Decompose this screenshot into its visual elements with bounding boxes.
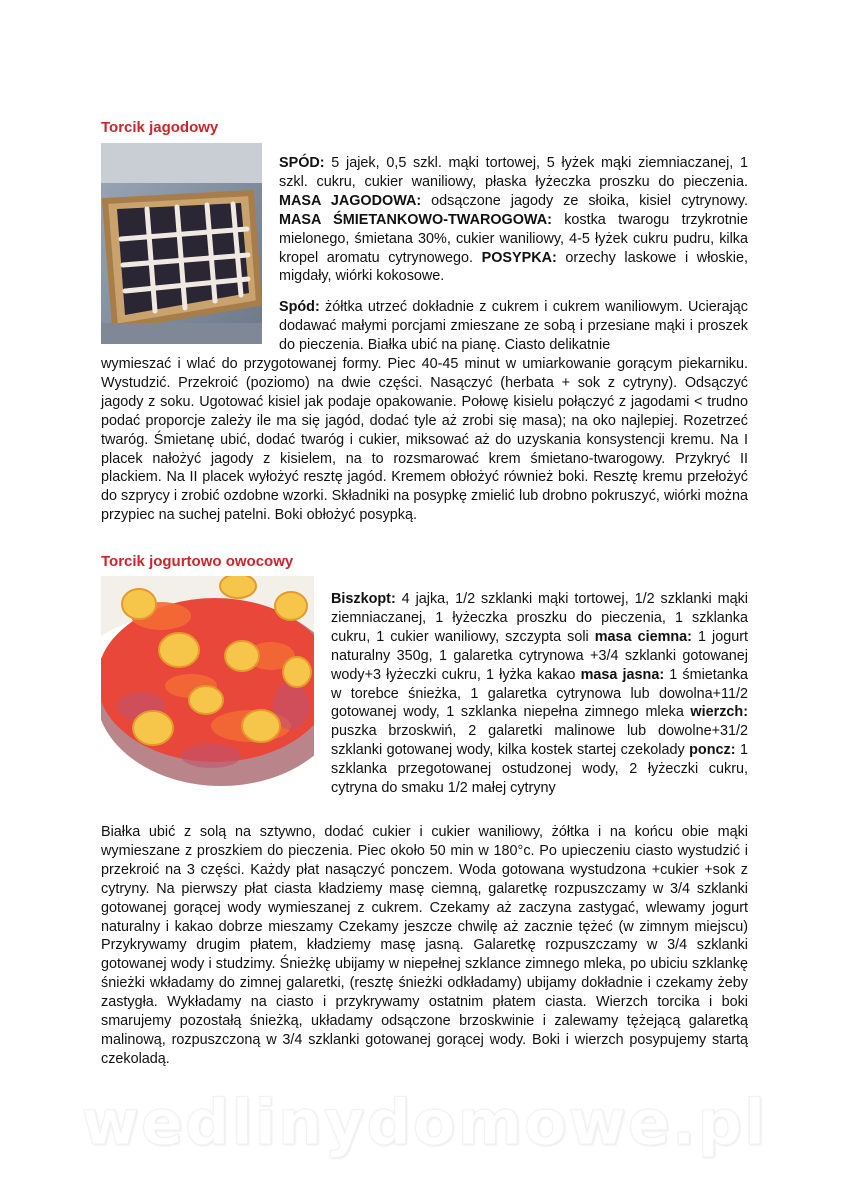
ingredients-spod: 5 jajek, 0,5 szkl. mąki tortowej, 5 łyżek mąki ziemniaczanej, 1 szkl. cukru, cukier waniliowy, płaska łyżeczka proszku do pieczenia. (279, 155, 748, 190)
label-posypka: POSYPKA: (481, 249, 557, 266)
recipe-1-ingredients (279, 154, 748, 286)
recipe-2-method: Białka ubić z solą na sztywno, dodać cukier i cukier waniliowy, żółtka i na końcu obie mąki wymieszane z proszkiem do pieczenia. Piec około 50 min w 180°c. Po upieczeniu ciasto wystudzić i przekroić na 3 części. Każdy płat nasączyć ponczem. Woda gotowana wystudzona +cukier +sok z cytryny. Na pierwszy płat ciasta kładziemy masę ciemną, galaretkę rozpuszczamy w 3/4 szklanki gotowanej gorącej wody wymieszanej z cukrem. Czekamy aż zaczyna zastygać, wlewamy jogurt naturalny i kakao dobrze mieszamy Czekamy jeszcze chwilę aż zacznie tężeć (w zimnym miejscu) Przykrywamy drugim płatem, kładziemy masę jasną. Galaretkę rozpuszczamy w 3/4 szklanki gotowanej wody i studzimy. Śnieżkę ubijamy w niepełnej szklance zimnego mleka, po ubiciu szklankę śnieżki wkładamy do zimnej galaretki, (resztę śnieżki odkładamy) ubijamy dokładnie i czekamy żeby zastygła. Wykładamy na ciasto i przykrywamy ostatnim płatem ciasta. Wierzch torcika i boki smarujemy pozostałą śnieżką, układamy odsączone brzoskwinie i zalewamy tężejącą galaretką malinową, rozpuszczoną w 3/4 szklanki gotowanej gorącej wody. Boki i wierzch posypujemy startą czekoladą. (101, 824, 748, 1067)
label-masa-smietankowo-twarogowa: MASA ŚMIETANKOWO-TWAROGOWA: (279, 211, 552, 228)
recipe-2-ingredients (331, 590, 748, 798)
ingredients-biszkopt: 4 jajka, 1/2 szklanki mąki tortowej, 1/2 szklanki mąki ziemniaczanej, 1 łyżeczka proszku do pieczenia, 1 szklanka cukru, 1 cukier waniliowy, szczypta soli (331, 591, 748, 645)
recipe-title-jagodowy: Torcik jagodowy (101, 119, 219, 136)
ingredients-posypka: orzechy laskowe i włoskie, migdały, wiórki kokosowe. (279, 249, 748, 285)
ingredients-masa-jasna: 1 śmietanka w torebce śnieżka, 1 galaretka cytrynowa lub dowolna+11/2 gotowanej wody, 1 szklanka niepełna zimnego mleka (331, 666, 748, 721)
label-wierzch: wierzch: (690, 704, 748, 721)
recipe-1-method-intro (279, 298, 748, 355)
ingredients-wierzch: puszka brzoskwiń, 2 galaretki malinowe lub dowolne+31/2 szklanki gotowanej wody, kilka kostek startej czekolady (331, 723, 748, 759)
ingredients-poncz: 1 szklanka przegotowanej ostudzonej wody, 2 łyżeczki cukru, cytryna do smaku 1/2 małej cytryny (331, 742, 748, 797)
label-biszkopt: Biszkopt: (331, 591, 396, 607)
label-masa-ciemna: masa ciemna: (594, 628, 692, 645)
yogurt-fruit-cake-photo (101, 576, 314, 792)
method-intro-text: żółtka utrzeć dokładnie z cukrem i cukrem waniliowym. Ucierając dodawać małymi porcjami zmieszane ze sobą i przesiane mąki i proszek do pieczenia. Białka ubić na pianę. Ciasto delikatnie (279, 299, 748, 353)
watermark: wedlinydomowe.pl (81, 1086, 768, 1159)
label-poncz: poncz: (689, 742, 736, 759)
label-spod: SPÓD: (279, 155, 325, 171)
recipe-title-jogurtowo-owocowy: Torcik jogurtowo owocowy (101, 553, 294, 570)
blueberry-tart-photo (101, 143, 262, 344)
ingredients-masa-ciemna: 1 jogurt naturalny 350g, 1 galaretka cytrynowa +3/4 szklanki gotowanej wody+3 łyżeczki cukru, 1 łyżka kakao (331, 628, 748, 683)
ingredients-masa-smietankowo: kostka twarogu trzykrotnie mielonego, śmietana 30%, cukier waniliowy, 4-5 łyżek cukru pudru, kilka kropel aromatu cytrynowego. (279, 211, 748, 266)
recipe-1-method: wymieszać i wlać do przygotowanej formy. Piec 40-45 minut w umiarkowanie gorącym piekarniku. Wystudzić. Przekroić (poziomo) na dwie części. Nasączyć (herbata + sok z cytryny). Odsączyć jagody z soku. Ugotować kisiel jak podaje opakowanie. Połowę kisielu połączyć z jagodami < trudno podać proporcje zależy ile ma się jagód, dodać tyle aż zrobi się masa); na oko najlepiej. Rozetrzeć twaróg. Śmietanę ubić, dodać twaróg i cukier, miksować aż do uzyskania konsystencji kremu. Na I placek nałożyć jagody z kisielem, na to rozsmarować krem śmietano-twarogowy. Przykryć II plackiem. Na II placek wyłożyć resztę jagód. Kremem obłożyć również boki. Resztę kremu przełożyć do szprycy i zrobić ozdobne wzorki. Składniki na posypkę zmielić lub drobno pokruszyć, wiórki można przypiec na suchej patelni. Boki obłożyć posypką. (101, 356, 748, 524)
label-masa-jagodowa: MASA JAGODOWA: (279, 192, 422, 209)
label-masa-jasna: masa jasna: (580, 666, 665, 683)
label-spod-method: Spód: (279, 299, 320, 315)
ingredients-masa-jagodowa: odsączone jagody ze słoika, kisiel cytrynowy. (421, 192, 748, 209)
